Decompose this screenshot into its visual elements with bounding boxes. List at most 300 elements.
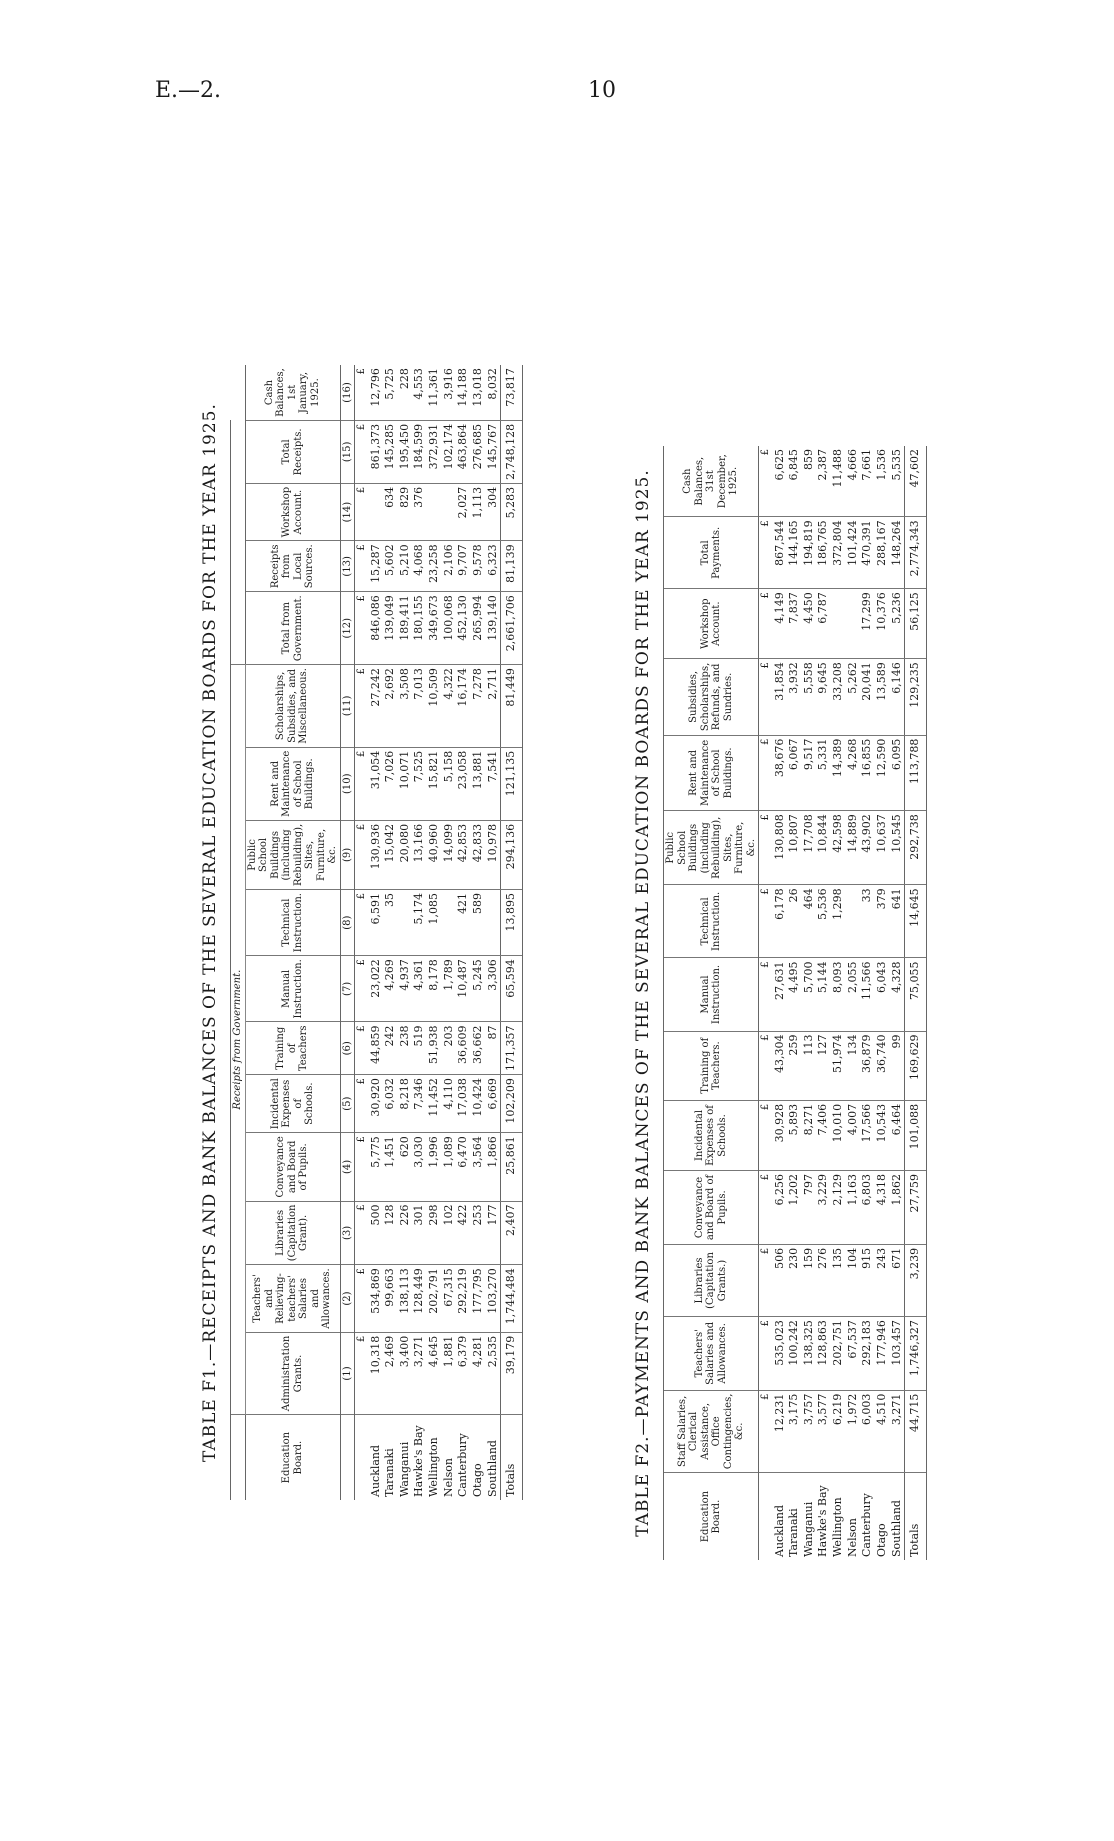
table-f1 [230, 365, 523, 1500]
column-number: (14) [340, 483, 355, 540]
table-cell: 3,577 [816, 1390, 831, 1473]
table-cell [846, 589, 861, 659]
table-row [787, 446, 802, 1560]
table-cell: 421 [456, 890, 471, 956]
table-cell: 5,158 [442, 747, 457, 820]
column-number: (1) [340, 1332, 355, 1415]
table-cell: 6,219 [831, 1390, 846, 1473]
total-cell: 102,209 [501, 1075, 523, 1133]
table-cell: 33 [860, 885, 875, 958]
table-cell: 23,058 [456, 747, 471, 820]
board-name: Wanganui [397, 1441, 411, 1497]
unit-symbol: £ [759, 517, 773, 589]
table-cell [846, 885, 861, 958]
table-cell: 7,278 [471, 665, 486, 748]
table-cell: 102 [442, 1201, 457, 1265]
unit-symbol: £ [355, 1201, 369, 1265]
column-number: (5) [340, 1075, 355, 1133]
table-cell: 4,666 [846, 446, 861, 517]
table-cell: 634 [383, 483, 398, 540]
table-cell: 42,598 [831, 811, 846, 885]
table-cell: 1,881 [442, 1332, 457, 1415]
table-cell: 6,323 [486, 541, 501, 592]
board-name: Auckland [772, 1504, 786, 1557]
table-cell: 4,361 [412, 956, 427, 1022]
total-cell: 13,895 [501, 890, 523, 956]
table-cell: 1,996 [427, 1133, 442, 1201]
column-header: Total Receipts. [245, 420, 340, 483]
total-cell: 39,179 [501, 1332, 523, 1415]
table-cell: 8,178 [427, 956, 442, 1022]
table-cell: 372,804 [831, 517, 846, 589]
table-cell: 7,026 [383, 747, 398, 820]
table-cell: 6,032 [383, 1075, 398, 1133]
table-cell: 3,175 [787, 1390, 802, 1473]
table-cell: 1,866 [486, 1133, 501, 1201]
table-cell: 144,165 [787, 517, 802, 589]
table-f2 [663, 446, 927, 1560]
table-cell: 7,661 [860, 446, 875, 517]
table-cell: 797 [802, 1171, 817, 1245]
table-cell: 5,558 [802, 659, 817, 735]
table-cell: 6,256 [773, 1171, 788, 1245]
table-cell: 27,242 [369, 665, 384, 748]
total-cell: 2,774,343 [905, 517, 927, 589]
column-number: (11) [340, 665, 355, 748]
table-cell: 17,708 [802, 811, 817, 885]
table-cell: 43,902 [860, 811, 875, 885]
table-cell: 102,174 [442, 420, 457, 483]
board-name: Hawke's Bay [816, 1485, 830, 1557]
unit-symbol: £ [759, 1244, 773, 1316]
table-cell: 8,218 [398, 1075, 413, 1133]
table-cell: 1,789 [442, 956, 457, 1022]
board-name: Canterbury [456, 1433, 470, 1497]
column-header: Incidental Expenses of Schools. [664, 1100, 759, 1170]
table-cell: 8,271 [802, 1100, 817, 1170]
table-cell: 1,113 [471, 483, 486, 540]
table-cell: 13,018 [471, 365, 486, 420]
table-cell: 452,130 [456, 592, 471, 665]
table-cell: 253 [471, 1201, 486, 1265]
table-cell: 10,545 [890, 811, 905, 885]
table-cell: 4,149 [773, 589, 788, 659]
table-cell: 1,862 [890, 1171, 905, 1245]
table-row [486, 365, 501, 1500]
column-number: (2) [340, 1265, 355, 1332]
table-cell: 17,299 [860, 589, 875, 659]
totals-row [905, 446, 927, 1560]
table-cell: 2,692 [383, 665, 398, 748]
table-cell: 6,095 [890, 735, 905, 811]
table-cell: 180,155 [412, 592, 427, 665]
table-cell: 226 [398, 1201, 413, 1265]
table-row [860, 446, 875, 1560]
board-name: Wellington [831, 1497, 845, 1557]
table-cell: 9,517 [802, 735, 817, 811]
table-cell: 7,013 [412, 665, 427, 748]
column-number: (16) [340, 365, 355, 420]
table-cell: 1,536 [875, 446, 890, 517]
table-cell: 202,751 [831, 1317, 846, 1391]
table-cell: 242 [383, 1022, 398, 1075]
column-header: Staff Salaries, Clerical Assistance, Office Contingencies, &c. [664, 1390, 759, 1473]
column-number: (13) [340, 541, 355, 592]
table-cell: 6,625 [773, 446, 788, 517]
table-cell: 8,093 [831, 958, 846, 1031]
table-cell: 265,994 [471, 592, 486, 665]
column-header: Training of Teachers. [664, 1031, 759, 1100]
column-header: Teachers' and Relieving-teachers' Salaries and Allowances. [245, 1265, 340, 1332]
total-cell: 81,449 [501, 665, 523, 748]
table-cell: 6,470 [456, 1133, 471, 1201]
table-cell: 1,163 [846, 1171, 861, 1245]
table-cell: 16,855 [860, 735, 875, 811]
table-cell: 44,859 [369, 1022, 384, 1075]
table-cell: 14,889 [846, 811, 861, 885]
table-f1-title: TABLE F1.—RECEIPTS AND BANK BALANCES OF THE SEVERAL EDUCATION BOARDS FOR THE YEAR 1925. [200, 403, 220, 1463]
table-cell: 4,645 [427, 1332, 442, 1415]
table-row [456, 365, 471, 1500]
table-row [802, 446, 817, 1560]
table-cell: 36,609 [456, 1022, 471, 1075]
table-cell: 3,400 [398, 1332, 413, 1415]
column-header: Manual Instruction. [664, 958, 759, 1031]
table-cell: 228 [398, 365, 413, 420]
table-cell: 5,262 [846, 659, 861, 735]
table-cell: 5,535 [890, 446, 905, 517]
table-cell: 641 [890, 885, 905, 958]
table-cell: 11,361 [427, 365, 442, 420]
table-cell: 36,740 [875, 1031, 890, 1100]
table-row [383, 365, 398, 1500]
table-cell: 31,054 [369, 747, 384, 820]
table-cell: 30,928 [773, 1100, 788, 1170]
column-number-blank [340, 1415, 355, 1500]
table-cell: 101,424 [846, 517, 861, 589]
table-cell: 5,174 [412, 890, 427, 956]
unit-symbol: £ [355, 483, 369, 540]
table-cell: 177 [486, 1201, 501, 1265]
total-cell: 171,357 [501, 1022, 523, 1075]
table-cell: 20,041 [860, 659, 875, 735]
table-cell: 2,711 [486, 665, 501, 748]
table-cell: 301 [412, 1201, 427, 1265]
table-cell: 500 [369, 1201, 384, 1265]
table-cell: 159 [802, 1244, 817, 1316]
table-cell: 276 [816, 1244, 831, 1316]
table-row [773, 446, 788, 1560]
unit-symbol: £ [355, 592, 369, 665]
unit-symbol: £ [759, 958, 773, 1031]
board-name: Auckland [368, 1444, 382, 1497]
total-cell: 25,861 [501, 1133, 523, 1201]
table-cell: 148,264 [890, 517, 905, 589]
unit-blank [355, 1415, 369, 1500]
column-header: Receipts from Local Sources. [245, 541, 340, 592]
table-cell: 42,833 [471, 820, 486, 889]
table-cell: 589 [471, 890, 486, 956]
table-cell: 10,978 [486, 820, 501, 889]
column-header: Rent and Maintenance of School Buildings. [664, 735, 759, 811]
table-cell: 1,451 [383, 1133, 398, 1201]
unit-symbol: £ [355, 820, 369, 889]
table-cell: 40,960 [427, 820, 442, 889]
table-cell: 5,602 [383, 541, 398, 592]
table-cell: 20,080 [398, 820, 413, 889]
board-name: Wanganui [801, 1501, 815, 1557]
total-cell: 2,748,128 [501, 420, 523, 483]
total-cell: 56,125 [905, 589, 927, 659]
table-cell: 23,022 [369, 956, 384, 1022]
table-cell: 3,030 [412, 1133, 427, 1201]
table-cell: 9,707 [456, 541, 471, 592]
unit-symbol: £ [355, 1075, 369, 1133]
table-row [398, 365, 413, 1500]
table-row [427, 365, 442, 1500]
table-cell: 10,318 [369, 1332, 384, 1415]
table-cell: 14,389 [831, 735, 846, 811]
column-header: Technical Instruction. [664, 885, 759, 958]
page-series-label: E.—2. [155, 78, 222, 103]
unit-symbol: £ [355, 541, 369, 592]
table-cell: 7,525 [412, 747, 427, 820]
table-cell: 38,676 [773, 735, 788, 811]
table-cell: 186,765 [816, 517, 831, 589]
unit-symbol: £ [759, 1390, 773, 1473]
board-name: Southland [485, 1440, 499, 1497]
table-cell: 276,685 [471, 420, 486, 483]
table-cell: 5,236 [890, 589, 905, 659]
total-cell: 27,759 [905, 1171, 927, 1245]
table-cell: 23,258 [427, 541, 442, 592]
unit-symbol: £ [759, 659, 773, 735]
table-cell: 6,591 [369, 890, 384, 956]
unit-symbol: £ [355, 1133, 369, 1201]
table-cell: 3,916 [442, 365, 457, 420]
table-cell: 177,946 [875, 1317, 890, 1391]
column-header: Incidental Expenses of Schools. [245, 1075, 340, 1133]
unit-symbol: £ [759, 735, 773, 811]
column-header: Total from Government. [245, 592, 340, 665]
table-cell: 5,331 [816, 735, 831, 811]
table-row [471, 365, 486, 1500]
table-row [412, 365, 427, 1500]
unit-symbol: £ [355, 890, 369, 956]
table-cell: 292,219 [456, 1265, 471, 1332]
column-number: (3) [340, 1201, 355, 1265]
table-cell: 100,242 [787, 1317, 802, 1391]
table-cell: 379 [875, 885, 890, 958]
table-cell: 10,487 [456, 956, 471, 1022]
table-f1-block [200, 365, 523, 1500]
table-cell: 422 [456, 1201, 471, 1265]
table-cell: 51,938 [427, 1022, 442, 1075]
column-header: Cash Balances, 31st December, 1925. [664, 446, 759, 517]
table-cell: 138,113 [398, 1265, 413, 1332]
table-cell: 915 [860, 1244, 875, 1316]
board-name: Wellington [427, 1437, 441, 1497]
table-cell: 145,767 [486, 420, 501, 483]
total-cell: 121,135 [501, 747, 523, 820]
table-cell: 177,795 [471, 1265, 486, 1332]
table-cell: 372,931 [427, 420, 442, 483]
table-cell: 230 [787, 1244, 802, 1316]
table-cell: 202,791 [427, 1265, 442, 1332]
table-cell: 859 [802, 446, 817, 517]
total-cell: 1,744,484 [501, 1265, 523, 1332]
table-cell [398, 890, 413, 956]
total-cell: 129,235 [905, 659, 927, 735]
table-cell: 27,631 [773, 958, 788, 1031]
table-cell: 10,010 [831, 1100, 846, 1170]
total-cell: 169,629 [905, 1031, 927, 1100]
table-cell: 4,318 [875, 1171, 890, 1245]
board-name: Hawke's Bay [412, 1425, 426, 1497]
table-cell: 4,495 [787, 958, 802, 1031]
table-cell: 13,589 [875, 659, 890, 735]
board-name: Nelson [845, 1517, 859, 1557]
table-row [875, 446, 890, 1560]
table-cell: 67,315 [442, 1265, 457, 1332]
unit-symbol: £ [355, 420, 369, 483]
unit-symbol: £ [355, 1265, 369, 1332]
unit-symbol: £ [355, 1332, 369, 1415]
total-cell: 81,139 [501, 541, 523, 592]
table-cell: 87 [486, 1022, 501, 1075]
table-cell: 829 [398, 483, 413, 540]
column-header: Administration Grants. [245, 1332, 340, 1415]
total-cell: 1,746,327 [905, 1317, 927, 1391]
unit-blank [759, 1473, 773, 1560]
table-cell: 671 [890, 1244, 905, 1316]
table-cell: 128,449 [412, 1265, 427, 1332]
table-cell: 4,281 [471, 1332, 486, 1415]
table-cell: 7,541 [486, 747, 501, 820]
table-cell: 36,662 [471, 1022, 486, 1075]
board-name: Taranaki [787, 1508, 801, 1557]
unit-symbol: £ [759, 1317, 773, 1391]
table-cell: 259 [787, 1031, 802, 1100]
table-cell: 128,863 [816, 1317, 831, 1391]
table-cell: 4,068 [412, 541, 427, 592]
table-cell: 2,535 [486, 1332, 501, 1415]
column-header: Libraries (Capitation Grant). [245, 1201, 340, 1265]
table-cell: 4,937 [398, 956, 413, 1022]
table-cell: 11,566 [860, 958, 875, 1031]
table-cell: 3,271 [890, 1390, 905, 1473]
table-cell: 288,167 [875, 517, 890, 589]
table-cell: 42,853 [456, 820, 471, 889]
table-cell: 470,391 [860, 517, 875, 589]
table-cell [831, 589, 846, 659]
table-cell: 15,821 [427, 747, 442, 820]
table-cell: 128 [383, 1201, 398, 1265]
table-cell: 4,322 [442, 665, 457, 748]
table-cell: 14,099 [442, 820, 457, 889]
table-cell: 113 [802, 1031, 817, 1100]
column-header: Education Board. [664, 1473, 759, 1560]
table-cell: 6,003 [860, 1390, 875, 1473]
table-cell: 13,881 [471, 747, 486, 820]
table-row [890, 446, 905, 1560]
table-cell: 3,306 [486, 956, 501, 1022]
table-cell: 130,808 [773, 811, 788, 885]
table-cell: 1,972 [846, 1390, 861, 1473]
unit-symbol: £ [759, 589, 773, 659]
table-cell: 5,245 [471, 956, 486, 1022]
table-cell: 5,536 [816, 885, 831, 958]
table-cell [486, 890, 501, 956]
table-cell: 238 [398, 1022, 413, 1075]
column-header: Rent and Maintenance of School Buildings. [245, 747, 340, 820]
table-cell: 5,144 [816, 958, 831, 1031]
column-header: Total Payments. [664, 517, 759, 589]
table-cell: 10,424 [471, 1075, 486, 1133]
table-cell: 349,673 [427, 592, 442, 665]
table-cell: 2,469 [383, 1332, 398, 1415]
column-number: (4) [340, 1133, 355, 1201]
table-row [442, 365, 457, 1500]
table-cell: 189,411 [398, 592, 413, 665]
table-cell: 103,270 [486, 1265, 501, 1332]
table-cell: 6,845 [787, 446, 802, 517]
unit-symbol: £ [355, 956, 369, 1022]
table-cell: 3,271 [412, 1332, 427, 1415]
unit-symbol: £ [355, 665, 369, 748]
column-number: (10) [340, 747, 355, 820]
board-name: Otago [874, 1523, 888, 1557]
table-cell: 464 [802, 885, 817, 958]
table-cell: 15,042 [383, 820, 398, 889]
table-cell: 4,269 [383, 956, 398, 1022]
table-cell: 3,229 [816, 1171, 831, 1245]
table-cell: 4,510 [875, 1390, 890, 1473]
column-number: (12) [340, 592, 355, 665]
table-f2-title: TABLE F2.—PAYMENTS AND BANK BALANCES OF THE SEVERAL EDUCATION BOARDS FOR THE YEAR 1925. [633, 469, 653, 1537]
table-cell: 6,067 [787, 735, 802, 811]
table-cell: 298 [427, 1201, 442, 1265]
table-cell: 11,452 [427, 1075, 442, 1133]
column-header: Teachers' Salaries and Allowances. [664, 1317, 759, 1391]
table-cell: 12,590 [875, 735, 890, 811]
table-cell [427, 483, 442, 540]
table-cell: 6,146 [890, 659, 905, 735]
column-number: (15) [340, 420, 355, 483]
table-row [831, 446, 846, 1560]
table-cell: 184,599 [412, 420, 427, 483]
table-cell: 1,298 [831, 885, 846, 958]
table-cell: 292,183 [860, 1317, 875, 1391]
table-cell: 1,202 [787, 1171, 802, 1245]
table-cell: 519 [412, 1022, 427, 1075]
table-cell: 99,663 [383, 1265, 398, 1332]
unit-symbol: £ [759, 811, 773, 885]
table-cell: 846,086 [369, 592, 384, 665]
table-cell: 16,174 [456, 665, 471, 748]
table-cell: 10,807 [787, 811, 802, 885]
table-cell: 10,637 [875, 811, 890, 885]
unit-symbol: £ [759, 885, 773, 958]
table-cell: 5,700 [802, 958, 817, 1031]
table-row [369, 365, 384, 1500]
table-cell: 867,544 [773, 517, 788, 589]
table-cell: 51,974 [831, 1031, 846, 1100]
table-cell: 6,669 [486, 1075, 501, 1133]
table-cell: 135 [831, 1244, 846, 1316]
table-cell: 9,578 [471, 541, 486, 592]
column-header: Cash Balances, 1st January, 1925. [245, 365, 340, 420]
